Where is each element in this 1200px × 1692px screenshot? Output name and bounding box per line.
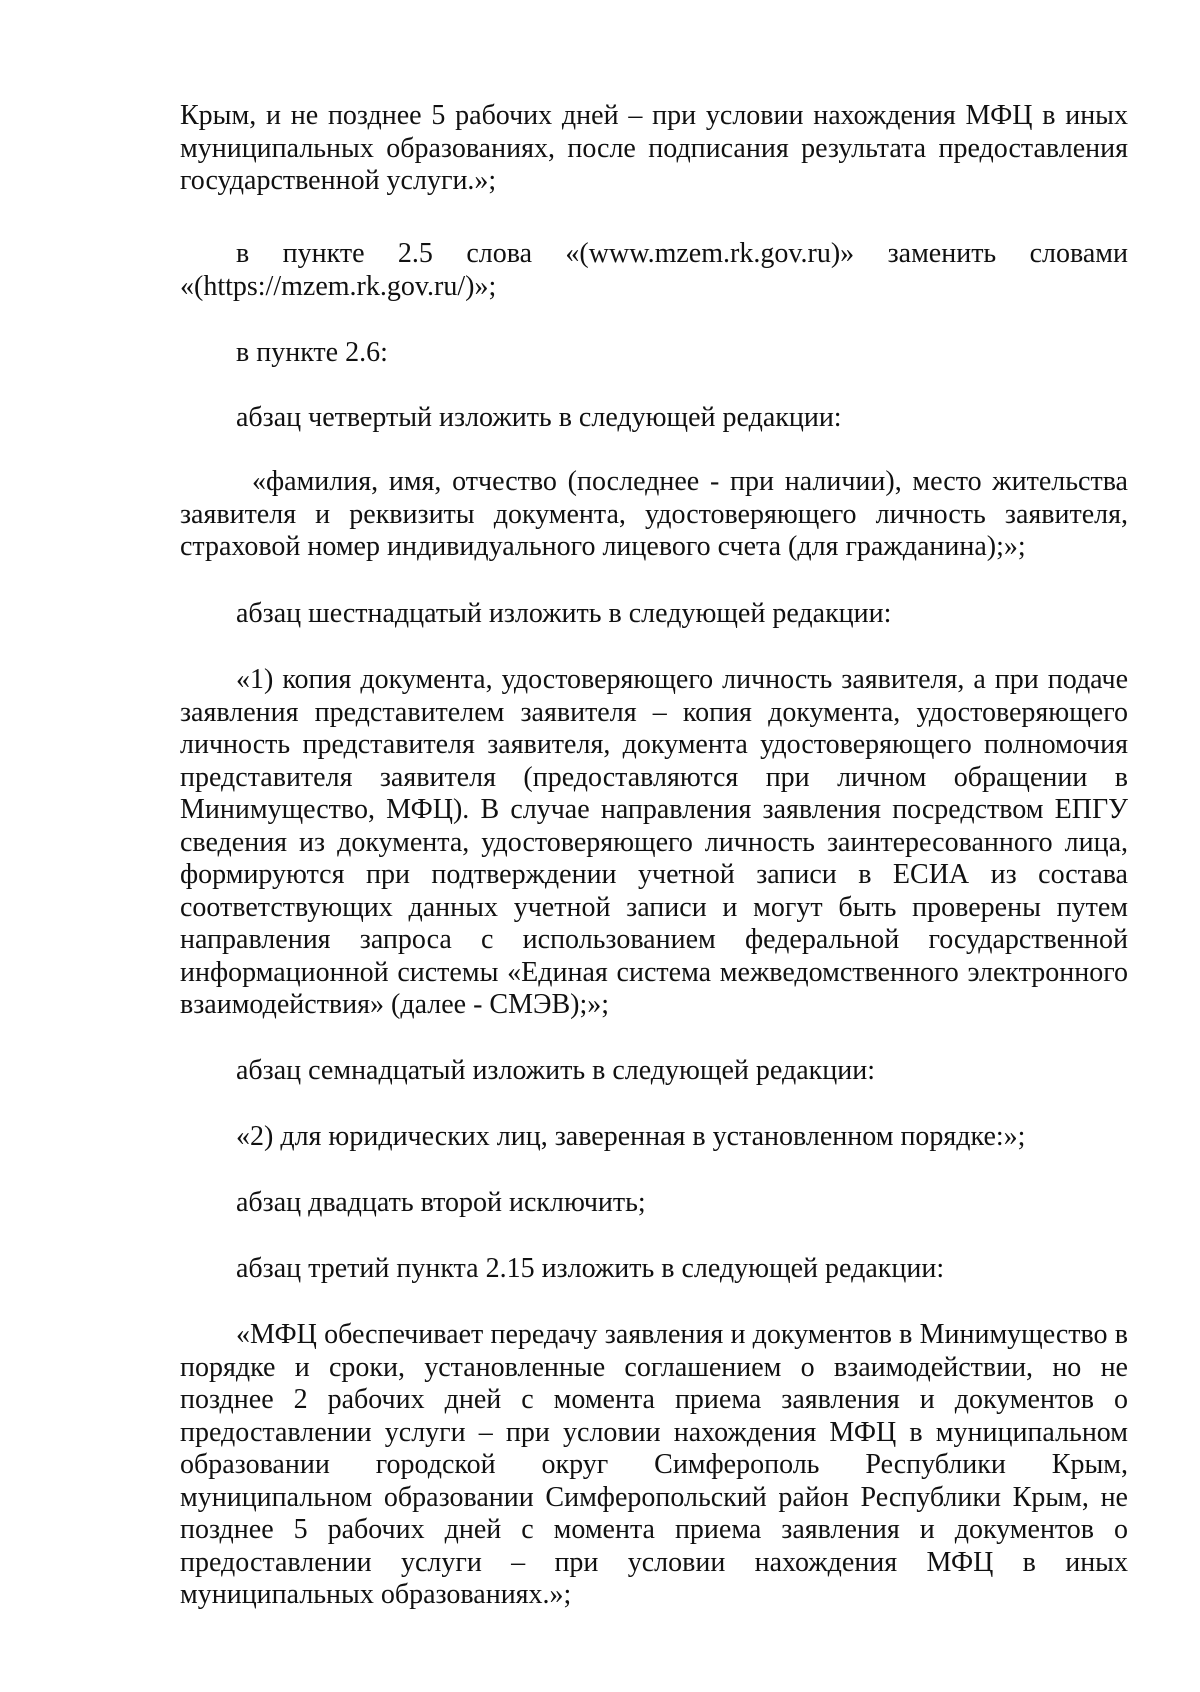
paragraph-abzac-22: абзац двадцать второй исключить;: [236, 1187, 646, 1218]
paragraph-item-2-6: в пункте 2.6:: [236, 337, 388, 368]
paragraph-continuation: Крым, и не позднее 5 рабочих дней – при условии нахождения МФЦ в иных муниципальных образованиях, после подписания результата предоставления государственной услуги.»;: [180, 100, 1128, 196]
paragraph-item-2-15-text: «МФЦ обеспечивает передачу заявления и документов в Минимущество в порядке и сроки, установленные соглашением о взаимодействии, но не позднее 2 рабочих дней с момента приема заявления и документов о предоставлении услуги – при условии нахождения МФЦ в муниципальном образовании городской округ Симферополь Республики Крым, муниципальном образовании Симферопольский район Республики Крым, не позднее 5 рабочих дней с момента приема заявления и документов о предоставлении услуги – при условии нахождения МФЦ в иных муниципальных образованиях.»;: [180, 1319, 1128, 1610]
paragraph-abzac-17-heading: абзац семнадцатый изложить в следующей редакции:: [236, 1055, 875, 1086]
paragraph-abzac-16-heading: абзац шестнадцатый изложить в следующей редакции:: [236, 598, 892, 629]
paragraph-item-2-5: в пункте 2.5 слова «(www.mzem.rk.gov.ru)» заменить словами «(https://mzem.rk.gov.ru/)»;: [180, 238, 1128, 302]
paragraph-abzac-4-text: «фамилия, имя, отчество (последнее - при наличии), место жительства заявителя и реквизиты документа, удостоверяющего личность заявителя, страховой номер индивидуального лицевого счета (для гражданина);»;: [180, 466, 1128, 562]
paragraph-abzac-16-text: «1) копия документа, удостоверяющего личность заявителя, а при подаче заявления представителем заявителя – копия документа, удостоверяющего личность представителя заявителя, документа удостоверяющего полномочия представителя заявителя (предоставляются при личном обращении в Минимущество, МФЦ). В случае направления заявления посредством ЕПГУ сведения из документа, удостоверяющего личность заинтересованного лица, формируются при подтверждении учетной записи в ЕСИА из состава соответствующих данных учетной записи и могут быть проверены путем направления запроса с использованием федеральной государственной информационной системы «Единая система межведомственного электронного взаимодействия» (далее - СМЭВ);»;: [180, 664, 1128, 1020]
paragraph-abzac-4-heading: абзац четвертый изложить в следующей редакции:: [236, 402, 842, 433]
paragraph-abzac-17-text: «2) для юридических лиц, заверенная в установленном порядке:»;: [236, 1121, 1026, 1152]
paragraph-item-2-15-heading: абзац третий пункта 2.15 изложить в следующей редакции:: [236, 1253, 945, 1284]
